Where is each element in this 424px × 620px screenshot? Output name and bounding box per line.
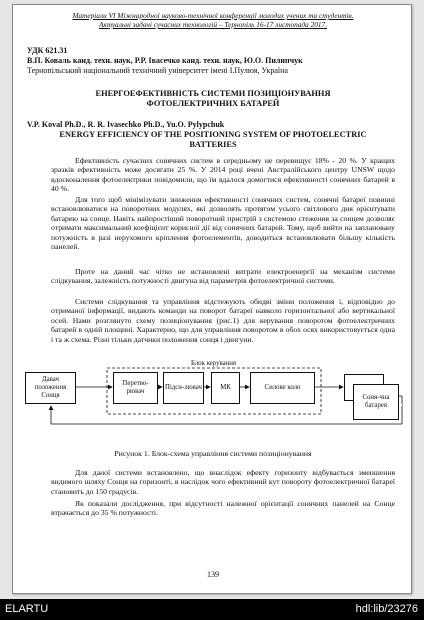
title-en-line1: ENERGY EFFICIENCY OF THE POSITIONING SYSTEM OF PHOTOELECTRIC bbox=[59, 130, 367, 139]
status-bar bbox=[0, 599, 424, 620]
repository-name: ELARTU bbox=[5, 603, 49, 615]
control-block-label: Блок керування bbox=[191, 360, 236, 367]
title-en-line2: BATTERIES bbox=[189, 140, 237, 149]
paragraph-4: Системи слідкування та управління відстежують обидві зміни положення і, відповідно до отриманої інформації, видають команди на поворот батареї навколо горизонтальної або вертикальної осей. Нами розглянуто схему позиціонування (рис.1) для керування поворотом фотоелектричних батарей в одній площині. Характерно, що для управління поворотом в обох осях використовується одна і та ж схема. Різні тільки датчики положення сонця і двигуни. bbox=[51, 297, 395, 344]
sun-sensor-block: Давач положення Сонця bbox=[25, 372, 76, 404]
udk-code: УДК 621.31 bbox=[27, 46, 68, 55]
amplifier-block: Підси-лювач bbox=[163, 372, 204, 404]
solar-battery-block: Соня-чна батарея bbox=[353, 384, 399, 420]
handle-id: hdl:lib/23276 bbox=[355, 603, 418, 615]
affiliation: Тернопільський національний технічний університет імені І.Пулюя, Україна bbox=[27, 66, 288, 75]
conference-header-line1: Матеріали VI Міжнародної науково-технічної конференції молодих учених та студентів. bbox=[72, 11, 354, 20]
paragraph-5: Для даної системи встановлено, що внаслідок ефекту горизонту відбувається зменшення видимого шляху Сонця на горизонті, в наслідок чого ефективний кут повороту фотоелектричної батареї становить до 150 градусів. bbox=[51, 468, 395, 496]
paragraph-1: Ефективність сучасних сонячних систем в середньому не перевищує 18% - 20 %. У кращих зразків ефективність може досягати 25 %. У 2014 році вчені Австралійського центру UNSW щодо вдосконалення фотоелектрики повідомили, що їм вдалося домогтися ефективності сонячних батарей в 40 %. bbox=[51, 156, 395, 194]
paragraph-6: Як показали дослідження, при відсутності належної орієнтації сонячних панелей на Сонце втрачається до 35 % потужності. bbox=[51, 499, 395, 518]
block-diagram bbox=[21, 360, 405, 430]
paragraph-3: Проте на даний час чітко не встановлені витрати електроенергії на механізм системи слідкування, залежність потужності двигуна від параметрів фотоелектричної системи. bbox=[51, 267, 395, 286]
converter-block: Перетво-рювач bbox=[113, 372, 158, 404]
figure-caption: Рисунок 1. Блок-схема управління системи позиціонування bbox=[114, 449, 312, 458]
power-circuit-block: Силове коло bbox=[250, 372, 315, 404]
paper-page bbox=[12, 4, 412, 594]
paragraph-2: Для того щоб мінімізувати зниження ефективності сонячних систем, сонячні батареї повинні встановлюватися на поворотних модулях, які дозволять протягом усього світлового дня орієнтувати батарею на сонце. Навіть найпростіший поворотний пристрій з системою стеження за сонцем дозволяє отримати максимальний коефіцієнт корисної дії від сонячних батарей. Тому, щоб вийти на заплановану потужність в разі нерухомого кріплення фотоелементів, доводиться встановлювати більшу кількість панелей. bbox=[51, 195, 395, 252]
mcu-block: МК bbox=[211, 372, 240, 404]
authors-en: V.P. Koval Ph.D., R. R. Ivasechko Ph.D., Yu.O. Pylypchuk bbox=[27, 120, 225, 129]
title-ua-line1: ЕНЕРГОЕФЕКТИВНІСТЬ СИСТЕМИ ПОЗИЦІОНУВАННЯ bbox=[95, 89, 331, 98]
page-number: 139 bbox=[207, 570, 219, 579]
conference-header-line2: Актуальні задачі сучасних технологій – Тернопіль 16-17 листопада 2017. bbox=[98, 20, 328, 29]
authors-ua: В.П. Коваль канд. техн. наук, Р.Р. Івасечко канд. техн. наук, Ю.О. Пилипчук bbox=[27, 56, 303, 65]
title-ua-line2: ФОТОЕЛЕКТРИЧНИХ БАТАРЕЙ bbox=[146, 99, 280, 108]
